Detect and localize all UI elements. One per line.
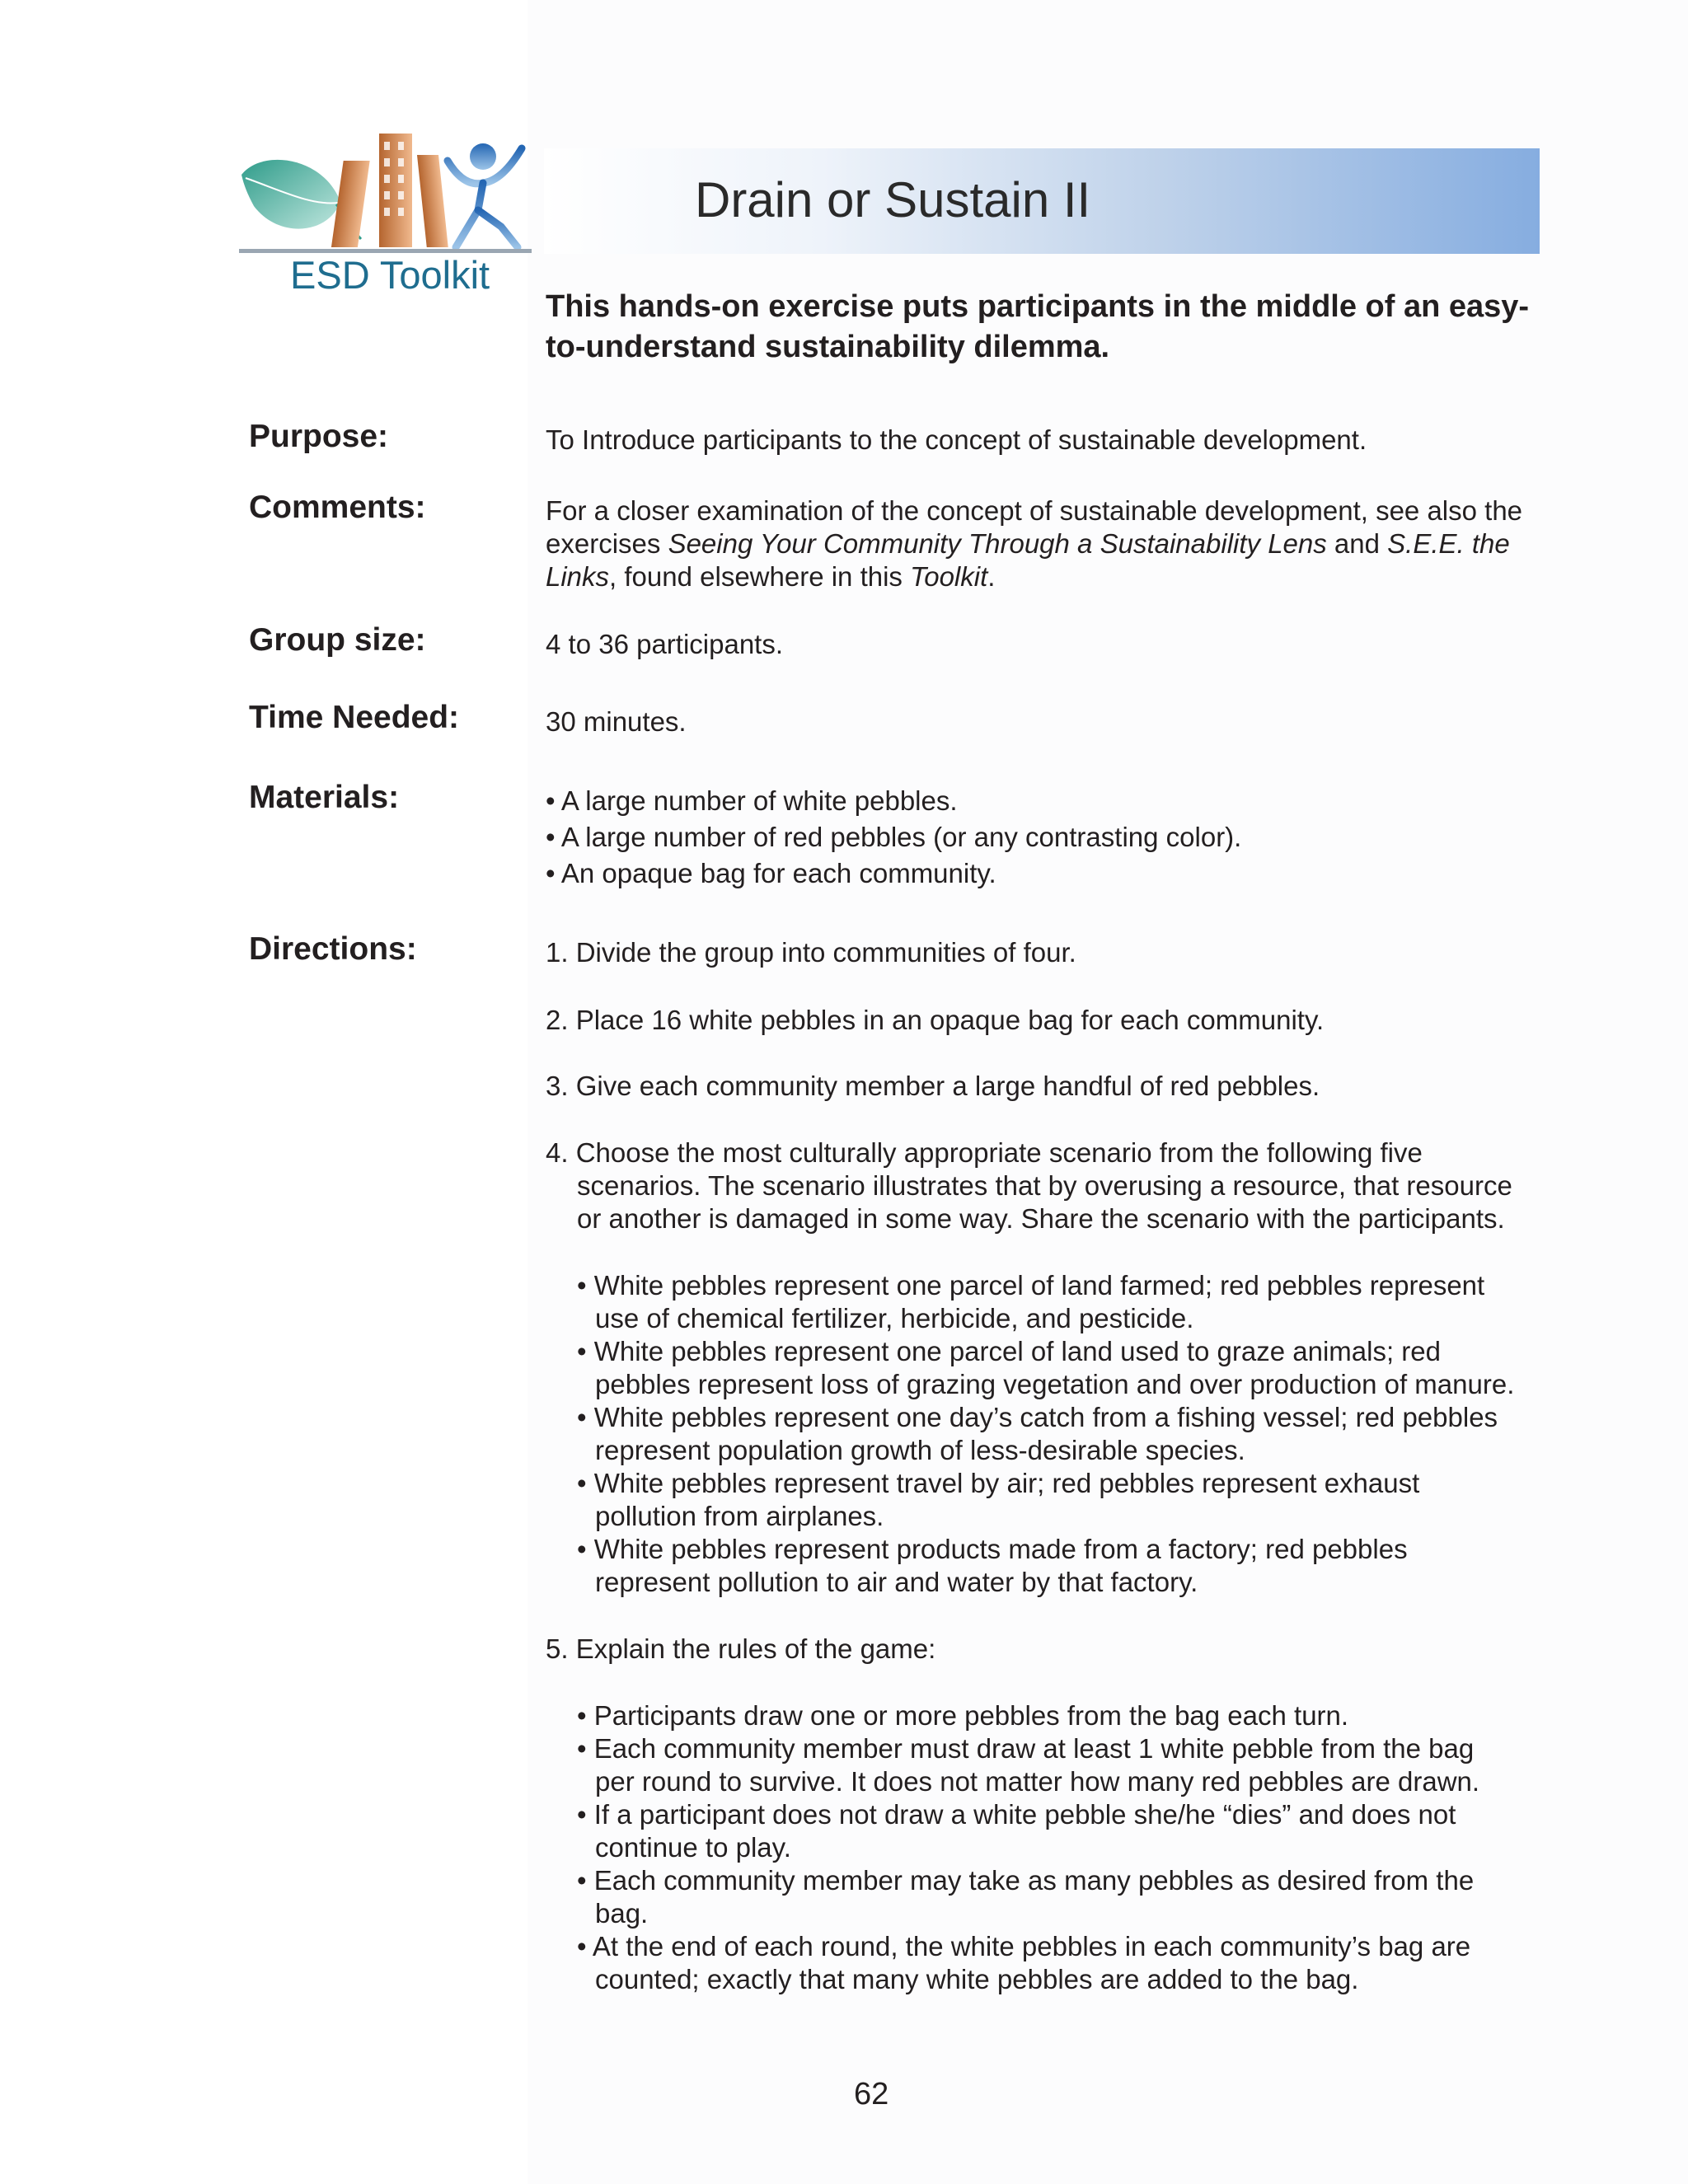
time-needed-label: Time Needed: (249, 700, 460, 735)
page-title: Drain or Sustain II (695, 172, 1091, 227)
rule-item-cont: counted; exactly that many white pebbles are added to the bag. (595, 1964, 1359, 1994)
scenario-item: • White pebbles represent one day’s catch from a fishing vessel; red pebbles (577, 1402, 1498, 1432)
direction-step: 2. Place 16 white pebbles in an opaque bag for each community. (546, 1005, 1325, 1035)
scenario-item-cont: use of chemical fertilizer, herbicide, and pesticide. (595, 1303, 1194, 1333)
direction-step-cont: scenarios. The scenario illustrates that by overusing a resource, that resource (577, 1170, 1512, 1201)
direction-step: 1. Divide the group into communities of four. (546, 937, 1076, 968)
purpose-label: Purpose: (249, 419, 389, 454)
materials-item: • A large number of red pebbles (or any contrasting color). (546, 822, 1242, 852)
comments-italic1: Seeing Your Community Through a Sustainability Lens (668, 528, 1327, 559)
rule-item: • Each community member may take as many pebbles as desired from the (577, 1865, 1475, 1896)
materials-item: • An opaque bag for each community. (546, 858, 996, 888)
rule-item: • At the end of each round, the white pebbles in each community’s bag are (577, 1931, 1471, 1961)
rule-item: • If a participant does not draw a white pebble she/he “dies” and does not (577, 1799, 1456, 1830)
materials-item: • A large number of white pebbles. (546, 785, 958, 816)
comments-part4: . (987, 561, 996, 592)
rule-item: • Participants draw one or more pebbles from the bag each turn. (577, 1700, 1349, 1731)
scenario-item: • White pebbles represent products made from a factory; red pebbles (577, 1534, 1408, 1564)
comments-part3: , found elsewhere in this (609, 561, 911, 592)
toolkit-label: ESD Toolkit (290, 253, 490, 297)
rule-item-cont: bag. (595, 1898, 649, 1929)
directions-label: Directions: (249, 931, 417, 967)
direction-step-cont: or another is damaged in some way. Share the scenario with the participants. (577, 1203, 1505, 1234)
comments-italic3: Toolkit (910, 561, 988, 592)
comments-italic2: S.E.E. the Links (546, 528, 1510, 592)
group-size-text: 4 to 36 participants. (546, 629, 784, 659)
direction-step: 4. Choose the most culturally appropriate scenario from the following five (546, 1137, 1423, 1168)
esd-toolkit-logo (237, 124, 530, 268)
comments-part2: and (1326, 528, 1388, 559)
direction-step: 3. Give each community member a large handful of red pebbles. (546, 1071, 1320, 1101)
scenario-item: • White pebbles represent travel by air; red pebbles represent exhaust (577, 1468, 1420, 1498)
time-needed-text: 30 minutes. (546, 706, 687, 737)
scenario-item: • White pebbles represent one parcel of land used to graze animals; red (577, 1336, 1441, 1366)
group-size-label: Group size: (249, 622, 426, 658)
scenario-item-cont: represent pollution to air and water by that factory. (595, 1567, 1198, 1597)
buildings-icon (331, 134, 448, 247)
comments-part1: For a closer examination of the concept of sustainable development, see also the exercises (546, 495, 1523, 559)
materials-label: Materials: (249, 780, 400, 815)
rule-item-cont: continue to play. (595, 1832, 791, 1863)
scenario-item-cont: represent population growth of less-desirable species. (595, 1435, 1245, 1465)
scenario-item: • White pebbles represent one parcel of land farmed; red pebbles represent (577, 1270, 1485, 1301)
person-icon (448, 143, 522, 247)
purpose-text: To Introduce participants to the concept of sustainable development. (546, 424, 1367, 455)
comments-text (546, 494, 1547, 593)
rule-item-cont: per round to survive. It does not matter how many red pebbles are drawn. (595, 1766, 1480, 1797)
scenario-item-cont: pebbles represent loss of grazing vegetation and over production of manure. (595, 1369, 1515, 1399)
comments-label: Comments: (249, 490, 426, 525)
scenario-item-cont: pollution from airplanes. (595, 1501, 884, 1531)
page-number: 62 (854, 2077, 889, 2111)
intro-text: This hands-on exercise puts participants in the middle of an easy-to-understand sustainability dilemma. (546, 289, 1530, 364)
rule-item: • Each community member must draw at least 1 white pebble from the bag (577, 1733, 1475, 1764)
direction-step: 5. Explain the rules of the game: (546, 1633, 936, 1664)
